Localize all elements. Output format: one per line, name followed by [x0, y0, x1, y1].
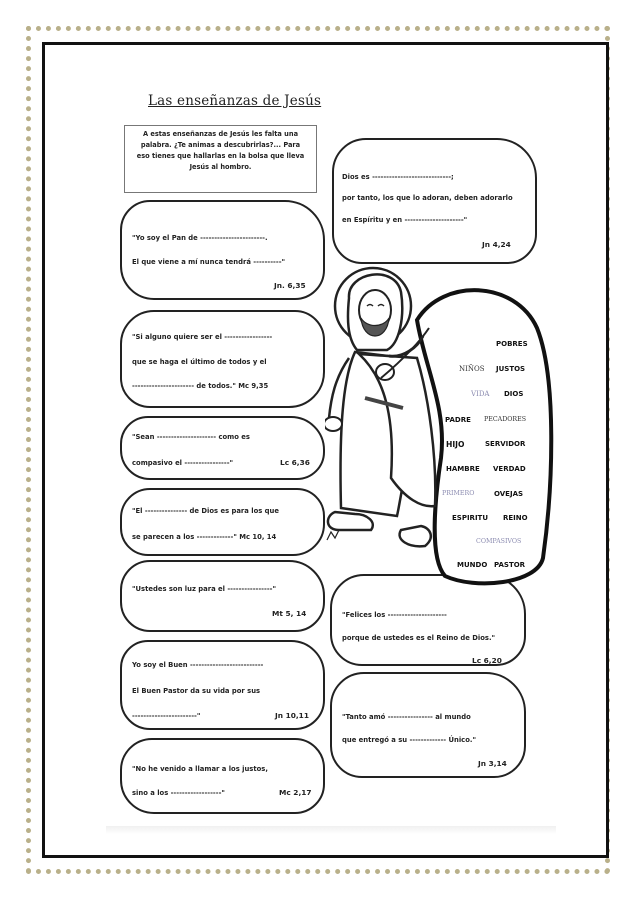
bag-word: HIJO — [446, 440, 465, 449]
quote-line: "Sean --------------------- como es — [132, 433, 250, 441]
quote-cloud-mundo — [330, 672, 526, 778]
quote-cloud-pecadores — [120, 738, 325, 814]
quote-line: compasivo el ----------------" — [132, 459, 234, 467]
quote-cloud-compasivos — [120, 416, 325, 480]
quote-reference: Lc 6,36 — [280, 458, 310, 467]
quote-line: se parecen a los -------------" Mc 10, 14 — [132, 533, 277, 541]
quote-line: "Tanto amó ---------------- al mundo — [342, 713, 471, 721]
quote-reference: Jn 10,11 — [275, 711, 309, 720]
quote-line: por tanto, los que lo adoran, deben adorarlo — [342, 194, 513, 202]
quote-reference: Mc 2,17 — [279, 788, 312, 797]
instructions-box — [124, 125, 317, 193]
bag-word: PRIMERO — [442, 490, 475, 497]
quote-line: en Espíritu y en ---------------------" — [342, 216, 468, 224]
bag-word: COMPASIVOS — [476, 538, 522, 545]
quote-reference: Mt 5, 14 — [272, 609, 307, 618]
bag-word: ESPIRITU — [452, 514, 489, 522]
quote-reference: Lc 6,20 — [472, 656, 502, 665]
bag-word: VERDAD — [493, 465, 526, 473]
page-title: Las enseñanzas de Jesús — [148, 93, 322, 109]
quote-cloud-luz-del-mundo — [120, 560, 325, 632]
quote-line: ---------------------- de todos." Mc 9,35 — [132, 382, 269, 390]
quote-line: sino a los ------------------" — [132, 789, 225, 797]
quote-reference: Jn 3,14 — [478, 759, 507, 768]
instructions-line: eso tienes que hallarlas en la bolsa que lleva — [136, 152, 305, 160]
quote-line: "Felices los --------------------- — [342, 611, 447, 619]
bag-word: HAMBRE — [446, 465, 480, 473]
instructions-line: A estas enseñanzas de Jesús les falta una — [142, 130, 299, 138]
quote-line: El Buen Pastor da su vida por sus — [132, 687, 261, 695]
quote-reference: Jn 4,24 — [482, 240, 511, 249]
bag-word: SERVIDOR — [485, 440, 526, 448]
bag-word: DIOS — [504, 390, 524, 398]
bag-word: PADRE — [445, 416, 471, 424]
bag-word: PECADORES — [484, 416, 527, 423]
bag-word: OVEJAS — [494, 490, 524, 498]
quote-cloud-servidor — [120, 310, 325, 408]
quote-cloud-pan-de-vida — [120, 200, 325, 300]
instructions-line: Jesús al hombro. — [189, 163, 252, 171]
bag-word: VIDA — [471, 390, 490, 398]
bag-word: REINO — [503, 514, 528, 522]
bag-word: PASTOR — [494, 561, 526, 569]
bag-word: POBRES — [496, 340, 528, 348]
quote-reference: Jn. 6,35 — [274, 281, 306, 290]
quote-line: que entregó a su ------------- Único." — [342, 736, 476, 744]
page-bottom-shadow — [106, 826, 556, 834]
quote-line: "Yo soy el Pan de -----------------------. — [132, 234, 268, 242]
instructions-line: palabra. ¿Te animas a descubrirlas?... Para — [140, 141, 301, 149]
quote-line: "Si alguno quiere ser el ----------------- — [132, 333, 273, 341]
bag-word: NIÑOS — [459, 365, 485, 373]
quote-cloud-reino — [120, 488, 325, 556]
quote-line: "El --------------- de Dios es para los que — [132, 507, 279, 515]
quote-line: porque de ustedes es el Reino de Dios." — [342, 634, 496, 642]
quote-line: Dios es ----------------------------; — [342, 173, 454, 181]
bag-word: MUNDO — [457, 561, 488, 569]
quote-line: El que viene a mí nunca tendrá ----------" — [132, 258, 286, 266]
quote-line: -----------------------" — [132, 712, 201, 720]
quote-line: Yo soy el Buen -------------------------- — [132, 661, 264, 669]
quote-cloud-espiritu-y-verdad — [332, 138, 537, 264]
quote-line: que se haga el último de todos y el — [132, 358, 267, 366]
quote-cloud-buen-pastor — [120, 640, 325, 730]
quote-line: "Ustedes son luz para el ----------------" — [132, 585, 277, 593]
bag-word: JUSTOS — [496, 365, 526, 373]
quote-line: "No he venido a llamar a los justos, — [132, 765, 268, 773]
